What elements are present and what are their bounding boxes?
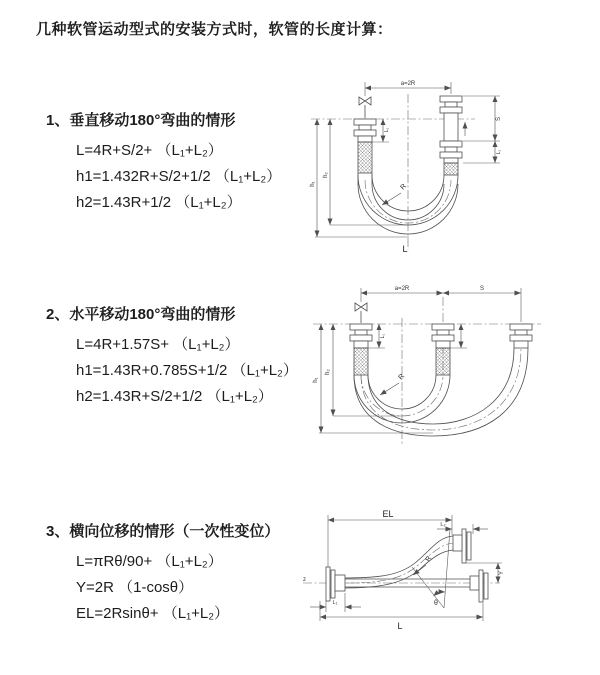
- section-3-heading: 3、横向位移的情形（一次性变位）: [46, 523, 280, 540]
- dim-label-l1: L₁: [380, 333, 386, 339]
- section-1-heading: 1、垂直移动180°弯曲的情形: [46, 112, 236, 129]
- dim-label-r: R: [397, 372, 406, 382]
- left-flange: [326, 567, 345, 601]
- formula-h1: h1=1.432R+S/2+1/2 （L₁+L₂）: [76, 168, 282, 185]
- original-end-flange: [345, 570, 488, 602]
- dim-label-span: a=2R: [394, 286, 410, 292]
- section-1: [46, 110, 316, 216]
- dim-label-h1: h₁: [310, 181, 316, 187]
- dim-label-el: EL: [382, 509, 394, 519]
- braided-hose-section: [358, 142, 372, 173]
- braided-hose-section: [354, 348, 368, 375]
- radius-callout: [382, 183, 408, 205]
- section-2: [46, 304, 316, 410]
- right-flange-fitting: [440, 96, 462, 175]
- section-1-formulas: [76, 138, 316, 216]
- dim-label-l: L: [397, 621, 403, 631]
- dim-label-h2: h₂: [325, 369, 331, 375]
- dim-label-r: R: [399, 182, 408, 192]
- displaced-end-flange: [453, 529, 471, 563]
- formula-L: L=πRθ/90+ （L₁+L₂）: [76, 553, 223, 570]
- formula-h2: h2=1.43R+1/2 （L₁+L₂）: [76, 194, 242, 211]
- dimension-s: [443, 286, 521, 293]
- angle-theta: [412, 529, 450, 608]
- dim-label-r: R: [424, 555, 434, 563]
- section-3-formulas: [76, 549, 316, 627]
- dim-label-l1: L₁: [384, 127, 390, 133]
- dim-label-l1: L₁: [332, 600, 338, 606]
- dim-label-l1: L₁: [496, 149, 502, 155]
- angle-label-theta: θ: [434, 600, 438, 607]
- page-title: 几种软管运动型式的安装方式时，软管的长度计算：: [36, 21, 393, 38]
- diagram-vertical-180-bend: [303, 72, 598, 262]
- dim-label-s: S: [479, 286, 485, 292]
- dim-label-l: L: [402, 244, 408, 254]
- dimension-l1: [310, 593, 361, 612]
- formula-h1: h1=1.43R+0.785S+1/2 （L₁+L₂）: [76, 362, 298, 379]
- dim-label-s: S: [496, 116, 502, 122]
- left-flange-fitting: [350, 324, 372, 375]
- dimension-l1-right: [463, 122, 502, 163]
- formula-L: L=4R+1.57S+ （L₁+L₂）: [76, 336, 240, 353]
- braided-hose-section: [444, 163, 458, 175]
- section-3: [46, 521, 316, 627]
- formula-EL: EL=2Rsinθ+ （L₁+L₂）: [76, 605, 230, 622]
- formula-h2: h2=1.43R+S/2+1/2 （L₁+L₂）: [76, 388, 273, 405]
- dimension-h1: [313, 324, 433, 433]
- valve-icon: [355, 303, 367, 323]
- dim-label-y: Y: [499, 570, 505, 576]
- centerline-mark: z: [303, 577, 306, 583]
- diagram-lateral-displacement: [300, 505, 600, 645]
- dim-label-h2: h₂: [323, 172, 329, 178]
- section-2-formulas: [76, 332, 316, 410]
- middle-flange-fitting: [432, 324, 454, 375]
- dimension-a-2R: [365, 81, 451, 96]
- formula-Y: Y=2R （1-cosθ）: [76, 579, 194, 596]
- dimension-a-2R: [361, 286, 521, 322]
- diagram-horizontal-180-bend: [303, 278, 598, 463]
- dimension-l: [320, 601, 483, 631]
- formula-L: L=4R+S/2+ （L₁+L₂）: [76, 142, 223, 159]
- left-flange-fitting: [354, 119, 376, 173]
- section-2-heading: 2、水平移动180°弯曲的情形: [46, 306, 236, 323]
- hose-s-curve: [345, 536, 453, 588]
- dimension-s: [463, 96, 502, 141]
- dim-label-span: a=2R: [400, 81, 416, 87]
- valve-icon: [359, 97, 371, 118]
- right-flange-fitting: [510, 324, 532, 348]
- dim-label-h1: h₁: [313, 377, 319, 383]
- dim-label-l2: L₂: [440, 522, 446, 528]
- braided-hose-section: [436, 348, 450, 375]
